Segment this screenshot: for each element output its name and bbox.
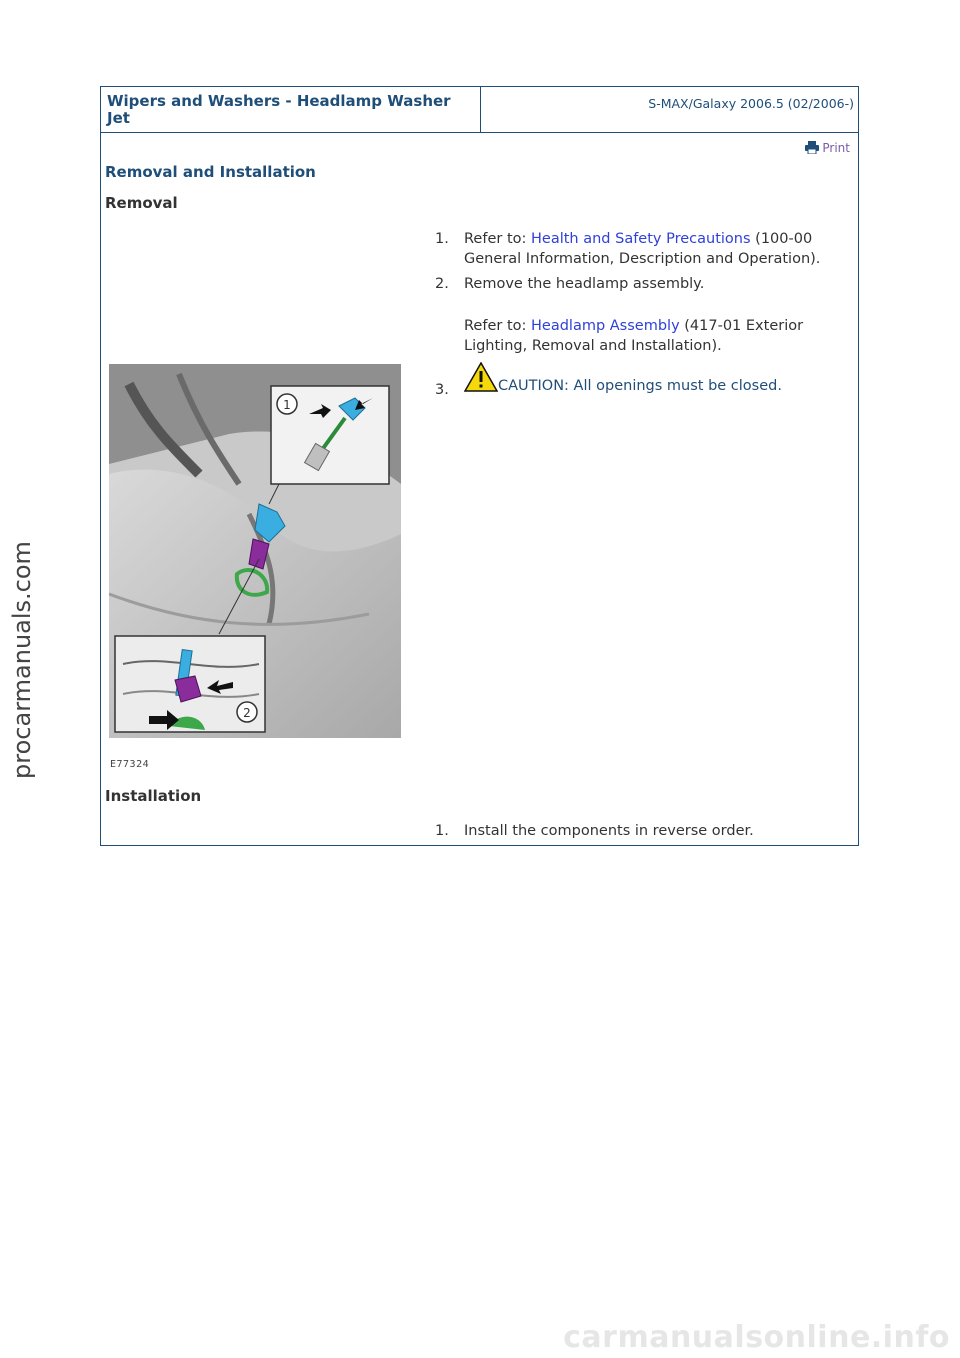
side-watermark — [0, 0, 40, 1358]
caution-label: CAUTION: All openings must be closed. — [498, 378, 782, 394]
step-text — [464, 316, 859, 356]
callout-1: 1 — [283, 398, 291, 412]
step-number: 3. — [435, 382, 449, 398]
reference-text: (100-00 General Information, Description and Operation). — [464, 231, 821, 267]
caution-text — [464, 362, 864, 396]
step-text — [464, 229, 859, 269]
section-heading: Removal and Installation — [105, 163, 316, 181]
refer-label: Refer to: — [464, 231, 531, 247]
step-number: 1. — [435, 231, 449, 247]
page-header — [101, 87, 858, 133]
reference-text: (417-01 Exterior Lighting, Removal and Installation). — [464, 318, 804, 354]
installation-heading: Installation — [105, 787, 202, 805]
step-text: Install the components in reverse order. — [464, 823, 754, 839]
removal-illustration — [109, 364, 401, 738]
model-label: S-MAX/Galaxy 2006.5 (02/2006-) — [648, 96, 854, 111]
printer-icon — [805, 141, 819, 154]
health-safety-link[interactable]: Health and Safety Precautions — [531, 231, 751, 247]
step-number: 2. — [435, 276, 449, 292]
refer-label: Refer to: — [464, 318, 531, 334]
page-title: Wipers and Washers - Headlamp Washer Jet — [101, 87, 481, 132]
removal-heading: Removal — [105, 194, 178, 212]
headlamp-washer-jet-illustration — [109, 364, 401, 738]
bottom-watermark: carmanualsonline.info — [563, 1320, 950, 1355]
manual-page-frame — [100, 86, 859, 846]
figure-code: E77324 — [110, 759, 150, 770]
headlamp-assembly-link[interactable]: Headlamp Assembly — [531, 318, 680, 334]
step-text: Remove the headlamp assembly. — [464, 276, 705, 292]
step-number: 1. — [435, 823, 449, 839]
print-label: Print — [822, 141, 850, 155]
print-button[interactable] — [805, 141, 850, 155]
warning-icon — [464, 362, 498, 392]
callout-2: 2 — [243, 706, 251, 720]
side-watermark-text: procarmanuals.com — [8, 541, 36, 779]
